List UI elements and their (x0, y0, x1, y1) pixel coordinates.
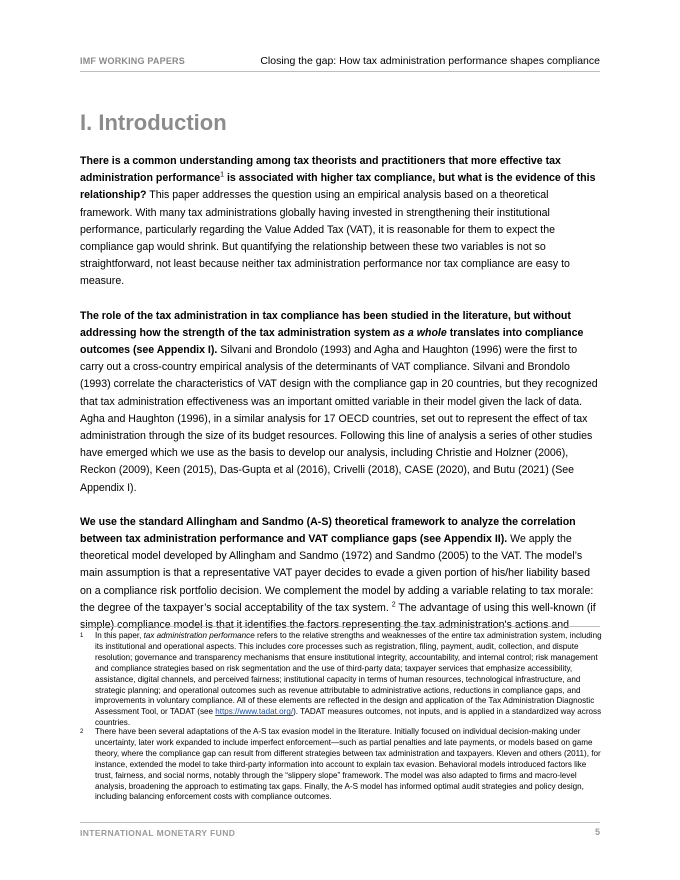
footer-divider (80, 822, 600, 823)
bold-lead: There is a common understanding among tax theorists and practitioners that more effective tax administration performance (80, 155, 561, 185)
footnote-number: 1 (80, 633, 84, 639)
paragraph-1 (80, 153, 602, 291)
paragraph-text-cont: The advantage of using this well-known (if simple) compliance model is that it identifies the factors representing the tax administration's actions and (80, 601, 596, 632)
body-text (80, 153, 602, 651)
paragraph-text: Silvani and Brondolo (1993) and Agha and Haughton (1996) were the first to carry out a cross-country empirical analysis of the determinants of VAT compliance. Silvani and Brondolo (1993) correlate the characteristics of VAT design with the compliance gap in 20 countries, but they recognized that tax administration effectiveness was an important omitted variable in their model given the lack of data. Agha and Haughton (1996), in a similar analysis for 17 OECD countries, set out to represent the effect of tax administration through the size of its budget resources. Following this line of analysis a series of other studies have emerged which we use as the basis to develop our analysis, including Christie and Holzner (2006), Reckon (2009), Keen (2015), Das-Gupta et al (2016), Crivelli (2018), CASE (2020), and Butu (2021) (See Appendix I). (80, 344, 598, 494)
paragraph-text: This paper addresses the question using an empirical analysis based on a theoretical framework. With many tax administrations globally having invested in strengthening their institutional performance, particularly regarding the Value Added Tax (VAT), it is reasonable for them to expect the compliance gap would shrink. But quantifying the relationship between these two variables is not so straightforward, not least because neither tax administration performance nor tax compliance are easy to measure. (80, 189, 570, 288)
footer-org: INTERNATIONAL MONETARY FUND (80, 828, 236, 838)
footnote-2 (80, 727, 602, 803)
footnote-text: There have been several adaptations of the A-S tax evasion model in the literature. Initially focused on individual decision-making under uncertainty, later work expanded to include imperfect enforcement—such as partial penalties and late payments, or models based on game theory, where the compliance gap can result from different strategies between tax administration and taxpayers. Kleven and others (2011), for instance, extended the model to take third-party information into account to explain tax evasion. Behavioral models introduced factors like trust, fairness, and social norms, notably through the “slippery slope” framework. The model was also adapted to firms and macro-level analysis, broadening the approach to estimating tax gaps. Finally, the A-S model has informed optimal audit strategies and policy design, including balancing enforcement costs with compliance outcomes. (95, 727, 601, 802)
bold-lead-cont: translates into compliance outcomes (see Appendix I). (80, 326, 584, 357)
bold-lead: The role of the tax administration in tax compliance has been studied in the literature, but without addressing how the strength of the tax administration system (80, 309, 571, 339)
footnote-text-end: ). TADAT measures outcomes, not inputs, and is applied in a standardized way across countries. (95, 707, 602, 728)
header-divider (80, 71, 600, 72)
bold-lead: We use the standard Allingham and Sandmo (A-S) theoretical framework to analyze the correlation between tax administration performance and VAT compliance gaps (see Appendix II). (80, 515, 576, 546)
footnote-number: 2 (80, 729, 84, 735)
paragraph-2 (80, 308, 602, 497)
section-title: I. Introduction (80, 110, 227, 135)
header-series: IMF WORKING PAPERS (80, 56, 185, 66)
paragraph-3 (80, 514, 602, 634)
footnote-ref-2[interactable]: 2 (391, 601, 396, 609)
footnote-text-cont: refers to the relative strengths and weaknesses of the entire tax administration system, including its institutional and operational aspects. This includes core processes such as registration, filing, payment, audit, collection, and dispute resolution; governance and transparency mechanisms that ensure institutional integrity, accountability, and internal control; risk management and compliance strategies based on risk segmentation and the use of third-party data; taxpayer services that emphasize accessibility, assistance, digital channels, and perceived fairness; institutional capacity in terms of human resources, technological infrastructure, and strategic planning; and operational outcomes such as revenue attributable to administrative actions, reductions in compliance gaps, and improvements in voluntary compliance. All of these elements are reflected in the design and application of the Tax Administration Diagnostic Assessment Tool, or TADAT (see (95, 631, 602, 717)
tadat-link[interactable]: https://www.tadat.org/ (215, 707, 294, 717)
bold-lead-cont: is associated with higher tax compliance, but what is the evidence of this relationship? (80, 172, 596, 202)
footnote-divider (80, 626, 600, 627)
footnote-italic-term: tax administration performance (143, 631, 255, 640)
header-title: Closing the gap: How tax administration performance shapes compliance (260, 55, 600, 67)
page-number: 5 (594, 827, 600, 837)
footnote-1 (80, 631, 602, 729)
footnote-text: In this paper, (95, 631, 144, 640)
paragraph-text: We apply the theoretical model developed by Allingham and Sandmo (1972) and Sandmo (2005) to the VAT. The model’s main assumption is that a representative VAT payer decides to evade a given portion of his/her liability based on a compliance risk portfolio decision. We complement the model by adding a variable relating to tax morale: the degree of the taxpayer’s social acceptability of the tax system. (80, 533, 594, 614)
bold-italic-emphasis: as a whole (393, 326, 447, 339)
footnote-ref-1[interactable]: 1 (220, 171, 225, 179)
